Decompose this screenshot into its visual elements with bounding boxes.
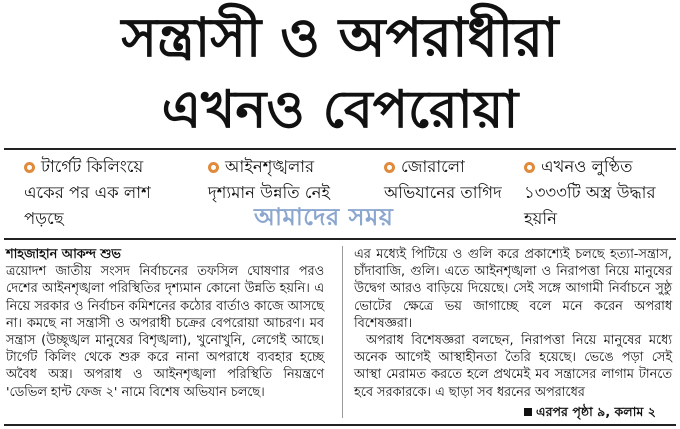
headline-line-2: এখনও বেপরোয়া bbox=[161, 79, 519, 140]
kicker-4 bbox=[524, 154, 674, 232]
kicker-text: টার্গেট কিলিংয়ে একের পর এক লাশ পড়ছে bbox=[24, 157, 151, 228]
headline-line-1: সন্ত্রাসী ও অপরাধীরা bbox=[121, 5, 559, 69]
article-column-2 bbox=[354, 246, 672, 401]
article-column-1 bbox=[6, 246, 324, 401]
continued-text: এরপর পৃষ্ঠা ৯, কলাম ২ bbox=[536, 404, 656, 419]
kicker-text: এখনও লুণ্ঠিত ১৩৩৩টি অস্ত্র উদ্ধার হয়নি bbox=[524, 157, 656, 228]
bottom-divider bbox=[4, 424, 676, 426]
circle-bullet-icon bbox=[24, 162, 35, 173]
kicker-text: আইনশৃঙ্খলার দৃশ্যমান উন্নতি নেই bbox=[208, 157, 330, 202]
body-text: ত্রয়োদশ জাতীয় সংসদ নির্বাচনের তফসিল ঘোষণার পরও দেশের আইনশৃঙ্খলা পরিস্থিতির দৃশ্যমান কোনো উন্নতি হয়নি। এ নিয়ে সরকার ও নির্বাচন কমিশনের কঠোর বার্তাও কাজে আসছে না। কমছে না সন্ত্রাসী ও অপরাধী চক্রের বেপরোয়া আচরণ। মব সন্ত্রাস (উচ্ছৃঙ্খল মানুষের বিশৃঙ্খলা), খুনোখুনি, লেগেই আছে। টার্গেট কিলিং থেকে শুরু করে নানা অপরাধে ব্যবহার হচ্ছে অবৈধ অস্ত্র। অপরাধ ও আইনশৃঙ্খলা পরিস্থিতি নিয়ন্ত্রণে 'ডেভিল হান্ট ফেজ ২' নামে বিশেষ অভিযান চলছে। bbox=[6, 264, 324, 400]
continued-reference bbox=[524, 404, 656, 424]
square-bullet-icon bbox=[524, 408, 532, 416]
circle-bullet-icon bbox=[208, 162, 219, 173]
middle-divider bbox=[4, 238, 676, 240]
body-paragraph: এর মধ্যেই পিটিয়ে ও গুলি করে প্রকাশ্যেই চলছে হত্যা-সন্ত্রাস, চাঁদাবাজি, গুলি। এতে আইনশৃঙ্খলা ও নিরাপত্তা নিয়ে মানুষের উদ্বেগ আরও বাড়িয়ে দিয়েছে। সেই সঙ্গে আগামী নির্বাচনে সুষ্ঠু ভোটের ক্ষেত্রে ভয় জাগাচ্ছে বলে মনে করেন অপরাধ বিশেষজ্ঞরা। bbox=[354, 247, 672, 331]
byline: শাহজাহান আকন্দ শুভ bbox=[6, 247, 121, 262]
circle-bullet-icon bbox=[524, 162, 535, 173]
watermark-logo: আমাদের সময় bbox=[254, 202, 394, 231]
kicker-3 bbox=[384, 154, 534, 206]
top-divider bbox=[4, 148, 676, 150]
kicker-text: জোরালো অভিযানের তাগিদ bbox=[384, 157, 502, 202]
kicker-1 bbox=[24, 154, 174, 232]
column-separator bbox=[342, 246, 343, 418]
body-paragraph: অপরাধ বিশেষজ্ঞরা বলছেন, নিরাপত্তা নিয়ে মানুষের মধ্যে অনেক আগেই আস্থাহীনতা তৈরি হয়েছে। ভেঙে পড়া সেই আস্থা মেরামত করতে হলে প্রথমেই মব সন্ত্রাসের লাগাম টানতে হবে সরকারকে। এ ছাড়া সব ধরনের অপরাধের bbox=[354, 333, 672, 400]
circle-bullet-icon bbox=[384, 162, 395, 173]
